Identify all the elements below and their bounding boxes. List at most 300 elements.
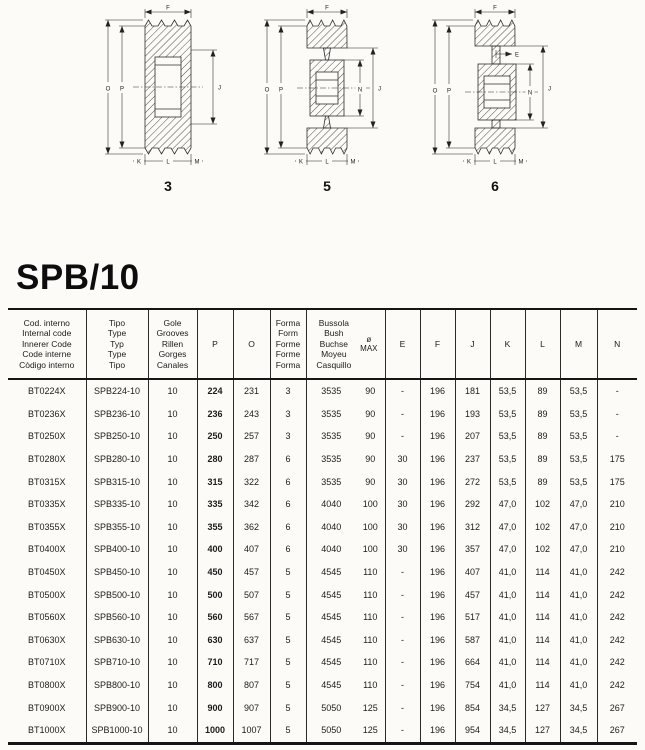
table-cell: 4545 xyxy=(306,629,356,652)
table-row xyxy=(8,674,637,697)
table-cell: 196 xyxy=(420,629,455,652)
table-cell: 181 xyxy=(455,379,490,403)
table-cell: 6 xyxy=(270,493,306,516)
form-3-drawing xyxy=(93,2,243,194)
table-cell: 5 xyxy=(270,606,306,629)
dim-label-p: P xyxy=(119,86,125,93)
table-cell: 196 xyxy=(420,425,455,448)
form-5-section-diagram xyxy=(252,2,402,174)
table-cell: 196 xyxy=(420,448,455,471)
table-cell: SPB355-10 xyxy=(86,516,148,539)
table-cell: 53,5 xyxy=(560,470,597,493)
table-cell: 4040 xyxy=(306,538,356,561)
table-cell: 250 xyxy=(197,425,233,448)
table-cell: 6 xyxy=(270,516,306,539)
dim-label-p: P xyxy=(446,88,452,95)
table-cell: 5 xyxy=(270,674,306,697)
table-cell: 90 xyxy=(365,408,376,419)
table-cell: 242 xyxy=(597,561,637,584)
table-cell: - xyxy=(385,561,420,584)
table-cell: 89 xyxy=(525,470,560,493)
col-header-bush-and-max-bore: Bussola Bush Buchse Moyeu Casquillo ø MAX xyxy=(306,309,385,379)
table-row xyxy=(8,696,637,719)
table-cell: 5050 xyxy=(306,696,356,719)
table-cell: 4545 xyxy=(306,561,356,584)
table-cell: - xyxy=(385,629,420,652)
table-cell: 90 xyxy=(365,386,376,397)
table-cell: 5 xyxy=(270,561,306,584)
table-cell: 110 xyxy=(363,680,378,691)
table-cell: 10 xyxy=(148,629,197,652)
table-cell: 90 xyxy=(365,476,376,487)
table-cell: 5050 xyxy=(306,719,356,743)
table-cell: 754 xyxy=(455,674,490,697)
table-cell: BT0224X xyxy=(27,386,66,397)
col-header-m: M xyxy=(560,309,597,379)
table-cell: 196 xyxy=(420,561,455,584)
table-cell: 110 xyxy=(363,634,378,645)
table-cell: 10 xyxy=(148,379,197,403)
dim-label-m: M xyxy=(350,159,356,166)
table-cell: 630 xyxy=(197,629,233,652)
table-cell: SPB335-10 xyxy=(86,493,148,516)
table-cell: 30 xyxy=(385,448,420,471)
table-cell: 900 xyxy=(197,696,233,719)
table-cell: 34,5 xyxy=(560,696,597,719)
table-cell: 41,0 xyxy=(490,561,525,584)
table-cell: 5 xyxy=(270,629,306,652)
table-cell: 242 xyxy=(597,606,637,629)
table-row xyxy=(8,403,637,426)
table-cell: 196 xyxy=(420,606,455,629)
table-cell: BT0450X xyxy=(27,567,66,578)
table-cell: SPB250-10 xyxy=(86,425,148,448)
table-cell: BT0236X xyxy=(27,408,66,419)
table-cell: BT0800X xyxy=(27,680,66,691)
table-cell: 4040 xyxy=(306,493,356,516)
table-row xyxy=(8,719,637,743)
dim-label-o: O xyxy=(264,87,270,94)
table-cell: - xyxy=(385,583,420,606)
table-cell: 807 xyxy=(233,674,270,697)
table-cell: 267 xyxy=(597,719,637,743)
table-cell: 272 xyxy=(455,470,490,493)
table-cell: BT0630X xyxy=(27,634,66,645)
table-cell: 312 xyxy=(455,516,490,539)
col-header-o: O xyxy=(233,309,270,379)
table-cell: 114 xyxy=(525,651,560,674)
dim-label-k: K xyxy=(298,159,304,166)
table-cell: 6 xyxy=(270,538,306,561)
table-cell: 3535 xyxy=(306,425,356,448)
table-body xyxy=(8,379,637,743)
table-cell: 242 xyxy=(597,583,637,606)
table-cell: 30 xyxy=(385,538,420,561)
table-cell: 357 xyxy=(455,538,490,561)
table-cell: 6 xyxy=(270,470,306,493)
form-5-drawing xyxy=(252,2,402,194)
table-cell: 41,0 xyxy=(490,583,525,606)
table-cell: 196 xyxy=(420,379,455,403)
table-cell: 196 xyxy=(420,696,455,719)
table-cell: 315 xyxy=(197,470,233,493)
col-header-internal-code: Cod. interno Internal code Innerer Code Code interne Còdigo interno xyxy=(8,309,86,379)
table-cell: 231 xyxy=(233,379,270,403)
form-6-drawing xyxy=(420,2,570,194)
table-cell: 125 xyxy=(362,725,378,736)
table-cell: 100 xyxy=(362,499,378,510)
table-cell: 41,0 xyxy=(560,651,597,674)
table-cell: 196 xyxy=(420,719,455,743)
table-cell: BT1000X xyxy=(27,725,66,736)
dim-label-e: E xyxy=(515,52,520,59)
table-cell: 30 xyxy=(385,493,420,516)
table-cell: 664 xyxy=(455,651,490,674)
table-cell: 114 xyxy=(525,674,560,697)
table-cell: 127 xyxy=(525,719,560,743)
table-cell: 41,0 xyxy=(490,629,525,652)
table-cell: 102 xyxy=(525,516,560,539)
table-cell: BT0280X xyxy=(27,454,66,465)
table-cell: 322 xyxy=(233,470,270,493)
dim-label-l: L xyxy=(493,159,497,166)
table-cell: 41,0 xyxy=(560,674,597,697)
table-cell: 175 xyxy=(597,448,637,471)
col-header-form: Forma Form Forme Forme Forma xyxy=(270,309,306,379)
table-cell: SPB560-10 xyxy=(86,606,148,629)
table-cell: SPB280-10 xyxy=(86,448,148,471)
table-cell: 210 xyxy=(597,493,637,516)
dim-label-m: M xyxy=(518,159,524,166)
table-cell: 41,0 xyxy=(490,651,525,674)
table-cell: 10 xyxy=(148,696,197,719)
table-cell: 53,5 xyxy=(490,403,525,426)
table-cell: 41,0 xyxy=(560,629,597,652)
table-cell: 127 xyxy=(525,696,560,719)
table-cell: 53,5 xyxy=(490,425,525,448)
dim-label-o: O xyxy=(105,86,111,93)
col-header-l: L xyxy=(525,309,560,379)
table-cell: 110 xyxy=(363,612,378,623)
table-row xyxy=(8,516,637,539)
table-row xyxy=(8,651,637,674)
table-cell: 3 xyxy=(270,425,306,448)
table-cell: SPB710-10 xyxy=(86,651,148,674)
table-cell: 193 xyxy=(455,403,490,426)
table-cell: 335 xyxy=(197,493,233,516)
col-header-grooves: Gole Grooves Rillen Gorges Canales xyxy=(148,309,197,379)
table-cell: 587 xyxy=(455,629,490,652)
table-cell: 287 xyxy=(233,448,270,471)
table-cell: 89 xyxy=(525,448,560,471)
max-bore-header: ø MAX xyxy=(360,334,378,353)
table-cell: 257 xyxy=(233,425,270,448)
table-cell: - xyxy=(385,674,420,697)
table-cell: 3535 xyxy=(306,448,356,471)
table-cell: 47,0 xyxy=(490,538,525,561)
table-cell: 47,0 xyxy=(560,493,597,516)
table-cell: 89 xyxy=(525,379,560,403)
dim-label-f: F xyxy=(325,5,329,12)
table-cell: 800 xyxy=(197,674,233,697)
table-cell: SPB1000-10 xyxy=(86,719,148,743)
table-cell: 114 xyxy=(525,629,560,652)
table-cell: 710 xyxy=(197,651,233,674)
table-cell: 10 xyxy=(148,470,197,493)
table-cell: 10 xyxy=(148,674,197,697)
table-cell: BT0335X xyxy=(27,499,66,510)
dim-label-j: J xyxy=(378,86,381,93)
dim-label-j: J xyxy=(218,85,221,92)
page-title: SPB/10 xyxy=(16,258,140,297)
table-cell: 5 xyxy=(270,651,306,674)
table-cell: BT0355X xyxy=(27,521,66,532)
table-cell: 3535 xyxy=(306,470,356,493)
table-cell: 267 xyxy=(597,696,637,719)
table-cell: SPB315-10 xyxy=(86,470,148,493)
table-cell: 407 xyxy=(455,561,490,584)
table-cell: 10 xyxy=(148,493,197,516)
table-cell: 237 xyxy=(455,448,490,471)
table-row xyxy=(8,629,637,652)
table-cell: 110 xyxy=(363,589,378,600)
table-cell: 207 xyxy=(455,425,490,448)
table-cell: BT0250X xyxy=(27,431,66,442)
spb10-dimension-table xyxy=(8,308,637,745)
table-cell: 10 xyxy=(148,606,197,629)
table-cell: 5 xyxy=(270,719,306,743)
technical-drawings xyxy=(0,0,645,208)
table-cell: SPB224-10 xyxy=(86,379,148,403)
dim-label-f: F xyxy=(493,5,497,12)
table-cell: 292 xyxy=(455,493,490,516)
dim-label-m: M xyxy=(194,159,200,166)
table-cell: 10 xyxy=(148,583,197,606)
table-cell: 1007 xyxy=(233,719,270,743)
table-cell: 41,0 xyxy=(490,674,525,697)
table-cell: - xyxy=(597,403,637,426)
dim-label-l: L xyxy=(325,159,329,166)
table-cell: 47,0 xyxy=(560,538,597,561)
col-header-f: F xyxy=(420,309,455,379)
table-cell: 34,5 xyxy=(490,719,525,743)
dim-label-l: L xyxy=(166,159,170,166)
table-cell: 400 xyxy=(197,538,233,561)
table-cell: - xyxy=(385,379,420,403)
table-row xyxy=(8,583,637,606)
form-3-number: 3 xyxy=(164,178,172,194)
table-cell: BT0500X xyxy=(27,589,66,600)
table-cell: 243 xyxy=(233,403,270,426)
table-cell: 4545 xyxy=(306,606,356,629)
table-cell: 10 xyxy=(148,538,197,561)
table-cell: - xyxy=(597,379,637,403)
table-row xyxy=(8,379,637,403)
table-cell: 90 xyxy=(365,454,376,465)
table-cell: 196 xyxy=(420,583,455,606)
table-cell: SPB400-10 xyxy=(86,538,148,561)
table-cell: 907 xyxy=(233,696,270,719)
table-cell: 362 xyxy=(233,516,270,539)
form-5-number: 5 xyxy=(323,178,331,194)
table-cell: 3 xyxy=(270,379,306,403)
table-cell: 30 xyxy=(385,470,420,493)
table-cell: 41,0 xyxy=(490,606,525,629)
table-cell: 53,5 xyxy=(490,448,525,471)
table-cell: 560 xyxy=(197,606,233,629)
table-cell: 90 xyxy=(365,431,376,442)
table-cell: 114 xyxy=(525,606,560,629)
table-cell: 196 xyxy=(420,470,455,493)
table-cell: 196 xyxy=(420,674,455,697)
table-cell: 10 xyxy=(148,448,197,471)
table-cell: 210 xyxy=(597,516,637,539)
table-cell: 89 xyxy=(525,403,560,426)
table-cell: 3 xyxy=(270,403,306,426)
table-cell: SPB450-10 xyxy=(86,561,148,584)
table-cell: 53,5 xyxy=(490,379,525,403)
table-cell: 355 xyxy=(197,516,233,539)
table-row xyxy=(8,425,637,448)
table-cell: 242 xyxy=(597,629,637,652)
table-cell: - xyxy=(385,425,420,448)
table-cell: - xyxy=(385,651,420,674)
table-row xyxy=(8,470,637,493)
table-cell: 114 xyxy=(525,561,560,584)
table-cell: SPB900-10 xyxy=(86,696,148,719)
table-cell: 280 xyxy=(197,448,233,471)
table-cell: 717 xyxy=(233,651,270,674)
col-header-j: J xyxy=(455,309,490,379)
table-cell: 53,5 xyxy=(490,470,525,493)
table-cell: 47,0 xyxy=(490,516,525,539)
table-cell: 507 xyxy=(233,583,270,606)
dim-label-f: F xyxy=(166,5,170,12)
table-cell: - xyxy=(597,425,637,448)
table-cell: 110 xyxy=(363,567,378,578)
table-row xyxy=(8,493,637,516)
table-cell: SPB236-10 xyxy=(86,403,148,426)
table-cell: 175 xyxy=(597,470,637,493)
table-cell: 954 xyxy=(455,719,490,743)
table-cell: 637 xyxy=(233,629,270,652)
table-cell: BT0560X xyxy=(27,612,66,623)
table-cell: 41,0 xyxy=(560,583,597,606)
table-cell: 5 xyxy=(270,696,306,719)
table-cell: BT0400X xyxy=(27,544,66,555)
table-cell: - xyxy=(385,719,420,743)
table-cell: 30 xyxy=(385,516,420,539)
table-cell: 500 xyxy=(197,583,233,606)
dim-label-k: K xyxy=(136,159,142,166)
table-cell: 41,0 xyxy=(560,561,597,584)
table-cell: 4545 xyxy=(306,583,356,606)
table-cell: 10 xyxy=(148,719,197,743)
table-cell: 10 xyxy=(148,561,197,584)
table-cell: 196 xyxy=(420,403,455,426)
table-cell: SPB500-10 xyxy=(86,583,148,606)
table-cell: 457 xyxy=(233,561,270,584)
table-cell: 196 xyxy=(420,516,455,539)
table-cell: 110 xyxy=(363,657,378,668)
table-cell: 53,5 xyxy=(560,448,597,471)
table-cell: - xyxy=(385,606,420,629)
table-cell: SPB630-10 xyxy=(86,629,148,652)
table-cell: BT0710X xyxy=(27,657,66,668)
col-header-n: N xyxy=(597,309,637,379)
table-cell: 47,0 xyxy=(560,516,597,539)
table-cell: 102 xyxy=(525,493,560,516)
table-cell: 407 xyxy=(233,538,270,561)
table-cell: 6 xyxy=(270,448,306,471)
table-cell: 3535 xyxy=(306,379,356,403)
table-cell: 196 xyxy=(420,651,455,674)
table-cell: 517 xyxy=(455,606,490,629)
col-header-e: E xyxy=(385,309,420,379)
table-cell: 4545 xyxy=(306,674,356,697)
table-cell: 89 xyxy=(525,425,560,448)
table-cell: 10 xyxy=(148,403,197,426)
dim-label-n: N xyxy=(527,90,533,97)
table-cell: 3535 xyxy=(306,403,356,426)
form-6-number: 6 xyxy=(491,178,499,194)
table-cell: 34,5 xyxy=(490,696,525,719)
table-cell: 53,5 xyxy=(560,403,597,426)
table-cell: 114 xyxy=(525,583,560,606)
table-cell: 854 xyxy=(455,696,490,719)
table-cell: 450 xyxy=(197,561,233,584)
table-cell: 224 xyxy=(197,379,233,403)
table-cell: 210 xyxy=(597,538,637,561)
dim-label-n: N xyxy=(357,87,363,94)
table-cell: 1000 xyxy=(197,719,233,743)
table-row xyxy=(8,538,637,561)
table-cell: BT0315X xyxy=(27,476,66,487)
col-header-type: Tipo Type Typ Type Tipo xyxy=(86,309,148,379)
table-cell: - xyxy=(385,696,420,719)
table-cell: 10 xyxy=(148,516,197,539)
table-cell: 196 xyxy=(420,538,455,561)
table-cell: 242 xyxy=(597,651,637,674)
table-cell: - xyxy=(385,403,420,426)
form-6-section-diagram xyxy=(420,2,570,174)
table-cell: 53,5 xyxy=(560,379,597,403)
dim-label-j: J xyxy=(548,86,551,93)
table-cell: 34,5 xyxy=(560,719,597,743)
col-header-k: K xyxy=(490,309,525,379)
col-header-p: P xyxy=(197,309,233,379)
dim-label-p: P xyxy=(278,87,284,94)
table-cell: 567 xyxy=(233,606,270,629)
table-cell: 236 xyxy=(197,403,233,426)
table-cell: 100 xyxy=(362,521,378,532)
table-cell: 342 xyxy=(233,493,270,516)
table-cell: 47,0 xyxy=(490,493,525,516)
table-cell: 242 xyxy=(597,674,637,697)
table-cell: 10 xyxy=(148,425,197,448)
table-cell: SPB800-10 xyxy=(86,674,148,697)
table-cell: 125 xyxy=(362,702,378,713)
table-cell: 5 xyxy=(270,583,306,606)
table-cell: 10 xyxy=(148,651,197,674)
dim-label-k: K xyxy=(466,159,472,166)
table-cell: 53,5 xyxy=(560,425,597,448)
table-row xyxy=(8,561,637,584)
dim-label-o: O xyxy=(432,88,438,95)
table-cell: 196 xyxy=(420,493,455,516)
table-cell: 457 xyxy=(455,583,490,606)
table-cell: 4040 xyxy=(306,516,356,539)
